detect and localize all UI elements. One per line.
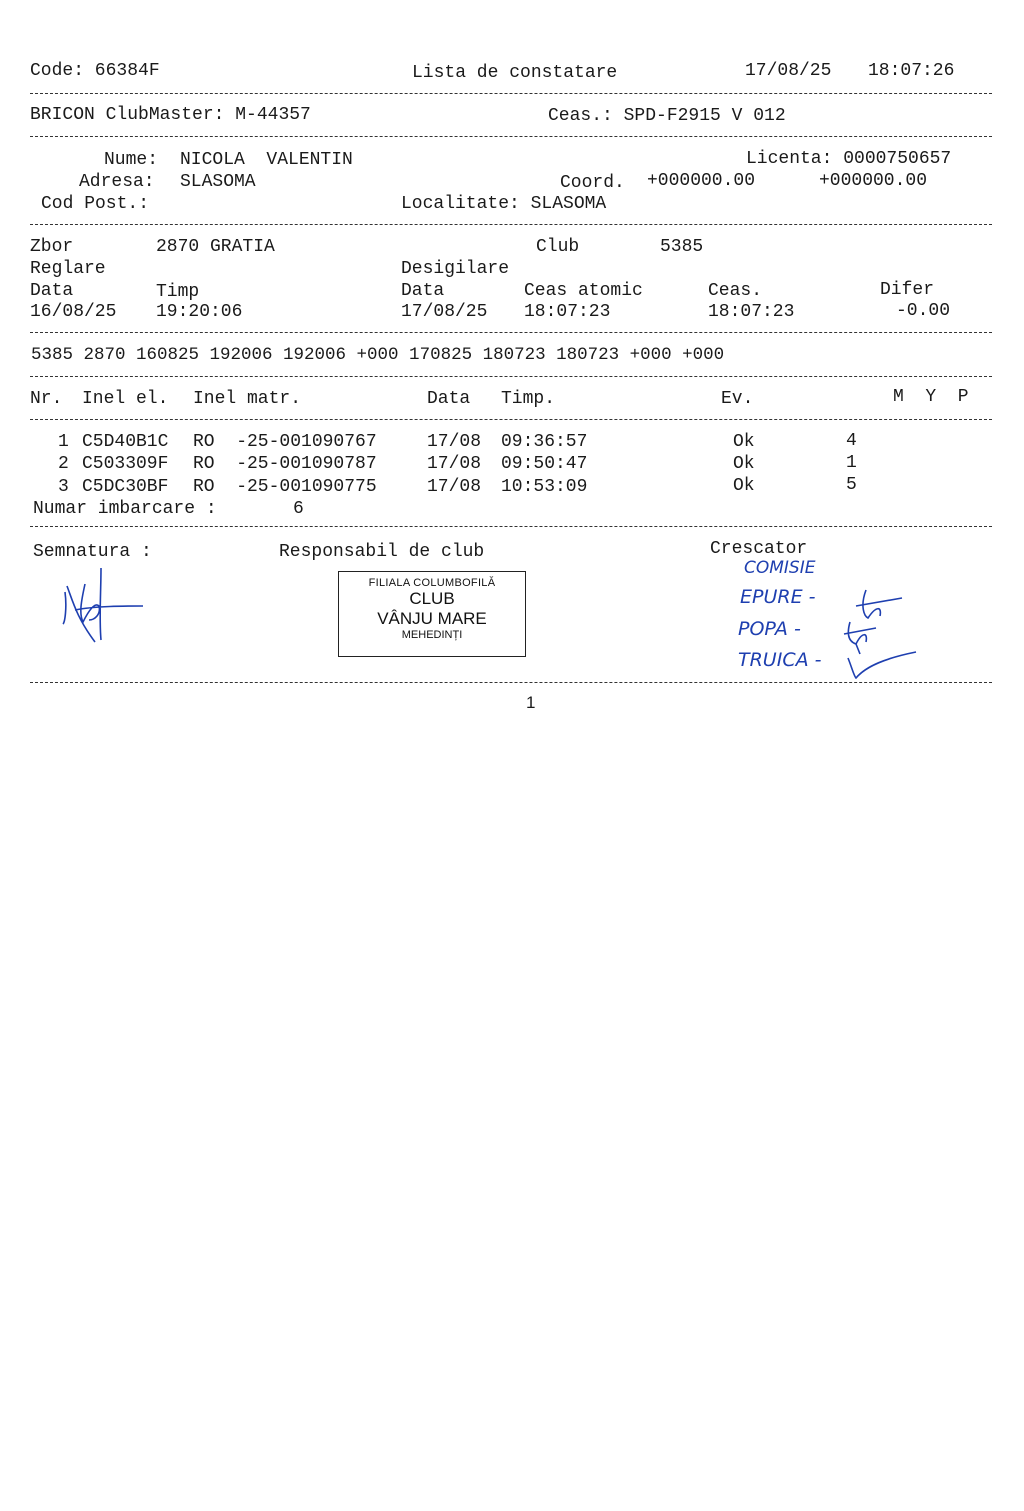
club-stamp xyxy=(338,571,526,657)
stamp-line: MEHEDINȚI xyxy=(401,629,463,641)
owner-address: SLASOMA xyxy=(180,172,256,192)
row-date: 17/08 xyxy=(427,454,482,474)
name-label: Nume: xyxy=(104,150,159,170)
row-registered-ring: RO -25-001090775 xyxy=(193,477,377,497)
divider xyxy=(30,332,992,333)
divider xyxy=(30,224,992,225)
row-m: 5 xyxy=(846,475,857,495)
club-responsible-label: Responsabil de club xyxy=(279,542,485,562)
row-electronic-ring: C5DC30BF xyxy=(82,477,169,497)
difference-value: -0.00 xyxy=(896,301,951,321)
row-time: 10:53:09 xyxy=(501,477,588,497)
setting-date-label: Data xyxy=(30,281,74,301)
stamp-line: VÂNJU MARE xyxy=(377,609,487,628)
document-title: Lista de constatare xyxy=(412,63,618,83)
stamp-line: CLUB xyxy=(409,589,455,608)
owner-name: NICOLA VALENTIN xyxy=(180,150,353,170)
coord-y: +000000.00 xyxy=(819,171,928,191)
divider xyxy=(30,419,992,420)
locality: Localitate: SLASOMA xyxy=(401,194,607,214)
breeder-label: Crescator xyxy=(710,539,808,559)
coord-label: Coord. xyxy=(560,173,625,193)
postal-code-label: Cod Post.: xyxy=(41,194,150,214)
divider xyxy=(30,526,992,527)
row-date: 17/08 xyxy=(427,477,482,497)
row-nr: 1 xyxy=(58,432,69,452)
row-electronic-ring: C5D40B1C xyxy=(82,432,169,452)
signature-image xyxy=(55,562,150,652)
col-date: Data xyxy=(427,389,471,409)
boarding-count: 6 xyxy=(293,499,304,519)
clock-label: Ceas. xyxy=(708,281,763,301)
club-label: Club xyxy=(536,237,580,257)
setting-label: Reglare xyxy=(30,259,106,279)
clock-id: Ceas.: SPD-F2915 V 012 xyxy=(548,106,786,126)
divider xyxy=(30,376,992,377)
atomic-clock-label: Ceas atomic xyxy=(524,281,643,301)
col-myp: M Y P xyxy=(893,387,969,407)
boarding-label: Numar imbarcare : xyxy=(33,499,217,519)
col-event: Ev. xyxy=(721,389,754,409)
commission-signatures-image xyxy=(826,576,936,686)
row-event: Ok xyxy=(733,432,755,452)
row-m: 4 xyxy=(846,431,857,451)
flight-label: Zbor xyxy=(30,237,74,257)
system-id: BRICON ClubMaster: M-44357 xyxy=(30,105,311,125)
col-registered-ring: Inel matr. xyxy=(193,389,302,409)
divider xyxy=(30,93,992,94)
signature-label: Semnatura : xyxy=(33,542,152,562)
divider xyxy=(30,682,992,683)
col-electronic-ring: Inel el. xyxy=(82,389,169,409)
stamp-line: FILIALA COLUMBOFILĂ xyxy=(368,577,496,589)
row-date: 17/08 xyxy=(427,432,482,452)
row-nr: 3 xyxy=(58,477,69,497)
col-time: Timp. xyxy=(501,389,556,409)
document-code: Code: 66384F xyxy=(30,61,160,81)
license-number: Licenta: 0000750657 xyxy=(746,149,952,169)
commission-member: TRUICA - xyxy=(738,649,822,671)
unsealing-date: 17/08/25 xyxy=(401,302,488,322)
divider xyxy=(30,136,992,137)
clock-time: 18:07:23 xyxy=(708,302,795,322)
commission-member: EPURE - xyxy=(740,586,816,608)
row-time: 09:36:57 xyxy=(501,432,588,452)
print-time: 18:07:26 xyxy=(868,61,955,81)
unsealing-date-label: Data xyxy=(401,281,445,301)
coord-x: +000000.00 xyxy=(647,171,756,191)
commission-member: POPA - xyxy=(738,618,801,640)
print-date: 17/08/25 xyxy=(745,61,832,81)
atomic-clock-time: 18:07:23 xyxy=(524,302,611,322)
difference-label: Difer xyxy=(880,280,935,300)
code-line: 5385 2870 160825 192006 192006 +000 170825 180723 180723 +000 +000 xyxy=(31,345,725,365)
setting-time-label: Timp xyxy=(156,282,200,302)
club-number: 5385 xyxy=(660,237,704,257)
row-m: 1 xyxy=(846,453,857,473)
row-event: Ok xyxy=(733,454,755,474)
page-number: 1 xyxy=(526,693,536,712)
row-nr: 2 xyxy=(58,454,69,474)
row-event: Ok xyxy=(733,476,755,496)
row-time: 09:50:47 xyxy=(501,454,588,474)
setting-time: 19:20:06 xyxy=(156,302,243,322)
row-electronic-ring: C503309F xyxy=(82,454,169,474)
setting-date: 16/08/25 xyxy=(30,302,117,322)
row-registered-ring: RO -25-001090787 xyxy=(193,454,377,474)
row-registered-ring: RO -25-001090767 xyxy=(193,432,377,452)
commission-title: COMISIE xyxy=(744,558,816,578)
unsealing-label: Desigilare xyxy=(401,259,510,279)
flight-name: 2870 GRATIA xyxy=(156,237,275,257)
address-label: Adresa: xyxy=(79,172,155,192)
col-nr: Nr. xyxy=(30,389,63,409)
